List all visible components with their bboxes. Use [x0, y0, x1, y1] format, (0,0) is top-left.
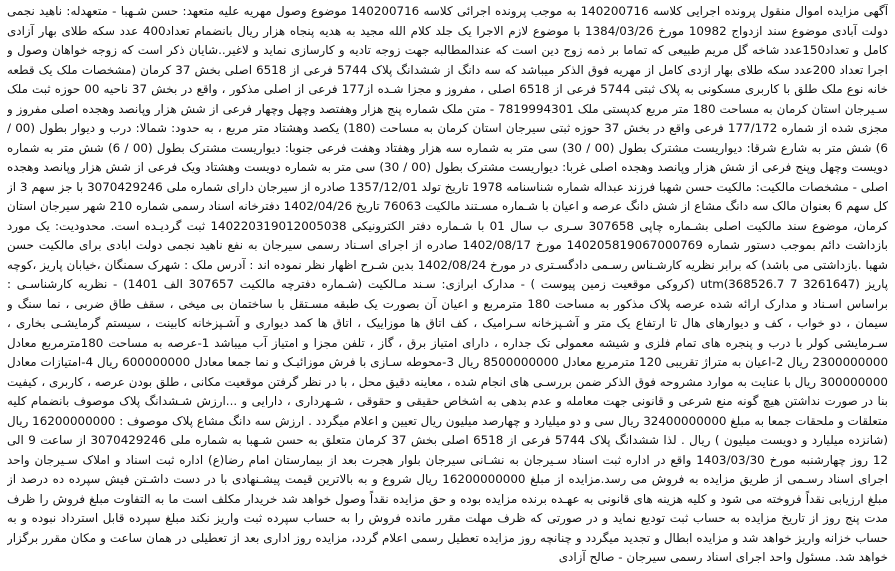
- auction-notice: [7, 2, 888, 569]
- auction-notice-text: آگهی مزایده اموال منقول پرونده اجرایی کلاسه 140200716 به موجب پرونده اجرائی کلاسه 140200716 موضوع وصول مهریه علیه متعهد: حسن شـهبا - متعهدله: ناهید نجمی دولت آبادی موضوع سند ازدواج 10982 مورخ 1384/03/26 با موضوع لازم الاجرا یک جلد کلام الله مجید به هدیه پنجاه هزار ریال بانضمام تعداد400 عدد سکه طلای بهار آزادی کامل و تعداد150عدد شاخه گل مریم طبیعی که تماما بر ذمه زوج دین است که عندالمطالبه جهت زوجه تادیه و کارسازی نماید و لاغیر..شایان ذکر است که زوجه خواهان وصول و اجرا تعداد 200عدد سکه طلای بهار ازدی کامل از مهریه فوق الذکر میباشد که سه دانگ از ششدانگ پلاک 5744 فرعی از 6518 اصلی بخش 37 کرمان (مشخصات ملک یک قطعه خانه نوع ملک طلق با کاربری مسکونی به پلاک ثبتی 5744 فرعی از 6518 اصلی ، مفروز و مجزا شـده از177 فرعی از اصلی مذکور ، واقع در بخش 37 ناحیه 00 حوزه ثبت ملک سـیرجان استان کرمان به مساحت 180 متر مربع کدپستی ملک 7819994301 - متن ملک شماره پنج هزار وهفتصد وچهل وچهار فرعی از شش هزار وپانصد وهجده اصلی مفروز و مجزی شده از شماره 177/172 فرعی واقع در بخش 37 حوزه ثبتی سیرجان استان کرمان به مساحت (180) یکصد وهشتاد متر مربع ، به حدود: شمالا: درب و دیوار بطول (00 / 6) شش متر به شارع شرقا: دیواریست مشترک بطول (00 / 30) سی متر به شماره سه هزار وهفتاد وهفت فرعی جنوبا: دیواریست مشترک بطول (00 / 6) شش متر به شماره دویست وچهل وپنج فرعی از شش هزار وپانصد وهجده اصلی غربا: دیواریست مشترک بطول (00 / 30) سی متر به شماره دویست وهشتاد ویک فرعی از شش هزار وپانصد وهجده اصلی - مشخصات مالکیت: مالکیت حسن شهبا فرزند عبداله شماره شناسنامه 1978 تاریخ تولد 1357/12/01 صادره از سیرجان دارای شماره ملی 3070429246 با جز سهم 3 از کل سهم 6 بعنوان مالک سه دانگ مشاع از شش دانگ عرصه و اعیان با شـماره مسـتند مالکیت 76063 تاریخ 1402/04/26 دفترخانه اسناد رسمی شماره 210 شهر سیرجان استان کرمان، موضوع سند مالکیت اصلی بشـماره چاپی 307658 سـری ب سال 01 با شـماره دفتر الکترونیکی 140220319012005038 ثبت گردیـده است. محدودیت: یک مورد بازداشت دائم بموجب دستور شماره 140205819067000769 مورخ 1402/08/17 صادره از اجرای اسـناد رسمی سیرجان به نفع ناهید نجمی دولت ابادی برای مالکیت حسن شهبا .بازداشتی می باشد) که برابر نظریه کارشـناس رسـمی دادگسـتری در مورخ 1402/08/24 بدین شـرح اظهار نظر نموده اند : آدرس ملک : شهرک سمنگان ،خیابان پاریز ،کوچه پاریز utm(368526.7 7 3261647) (کروکی موقعیت زمین پیوست ) - مدارک ابرازی: سـند مـالکیت (شـماره دفترچه مالکیت 307657 الف 1401) - نظریه کارشناسـی : براساس اسـناد و مدارک ارائه شده عرصه پلاک مذکور به مساحت 180 مترمربع و اعیان آن بصورت یک طبقه مسـتقل با ساختمان بی میخی ، سقف طاق ضربی ، نما سنگ و سیمان ، دو خواب ، کف و دیوارهای هال تا ارتفاع یک متر و آشـپزخانه سـرامیک ، کف اتاق ها موزاییک ، اتاق ها کمد دیواری و آشـپزخانه کابینت ، سیستم گرمایشـی بخاری ، سـرمایشی کولر با درب و پنجره های تمام فلزی و شیشه معمولی تک جداره ، دارای امتیاز برق ، گاز ، تلفن مجزا و امتیاز آب میباشد 1-عرصه به مساحت 180مترمربع معادل 2300000000 ریال 2-اعیان به متراژ تقریبی 120 مترمربع معادل 8500000000 ریال 3-محوطه سـازی با فرش موزائیـک و نما جمعا معادل 600000000 ریال 4-امتیازات معادل 300000000 ریال با عنایت به موارد مشروحه فوق الذکر ضمن بررسـی های انجام شده ، معاینه دقیق محل ، با در نظر گرفتن موقعیت مکانی ، طلق بودن عرصه ، کاربری ، کیفیت بنا در صورت نداشتن هیچ گونه منع شرعی و قانونی جهت معامله و عدم بدهی به اشخاص حقیقی و حقوقی ، شـهرداری ، دارایی و ...ارزش شـشدانگ پلاک موصوف بانضمام کلیه متعلقات و ملحقات جمعا به مبلغ 32400000000 ریال سی و دو میلیارد و چهارصد میلیون ریال تعیین و اعلام میگردد . ارزش سه دانگ مشاع پلاک موصوف : 16200000000 ریال (شانزده میلیارد و دویست میلیون ) ریال . لذا ششدانگ پلاک 5744 فرعی از 6518 اصلی بخش 37 کرمان متعلق به حسن شـهبا به شماره ملی 3070429246 از ساعت 9 الی 12 روز چهارشنبه مورخ 1403/03/30 واقع در اداره ثبت اسناد سـیرجان به نشـانی سیرجان بلوار هجرت بعد از بیمارستان امام رضا(ع) اداره ثبت اسناد و املاک سـیرجان واحد اجرای اسناد رسـمی از طریق مزایده به فروش می رسد.مزایده از مبلغ 16200000000 ریال شروع و به بالاترین قیمت پیشـنهادی با در دست داشـتن فیش سپرده ده درصد از مبلغ ارزیابی نقداً فروخته می شود و کلیه هزینه های قانونی به عهـده برنده مزایده بوده و حق مزایده نقداً وصول خواهد شد خریدار مکلف است ما به التفاوت مبلغ فروش را ظرف مدت پنج روز از تاریخ مزایده به حساب ثبت تودیع نماید و در صورتی که ظرف مهلت مقرر مانده فروش را به حساب سپرده ثبت واریز نکند مبلغ سپرده قابل استرداد نبوده و به حساب خزانه واریز خواهد شد و مزایده ابطال و تجدید میگردد و چنانچه روز مزایده تعطیل رسمی اعلام گردد، مزایده روز اداری بعد از تعطیلی در همان ساعت و مکان مقرر برگزار خواهد شد. مسئول واحد اجرای اسناد رسمی سیرجان - صالح آزادی: [7, 4, 888, 564]
